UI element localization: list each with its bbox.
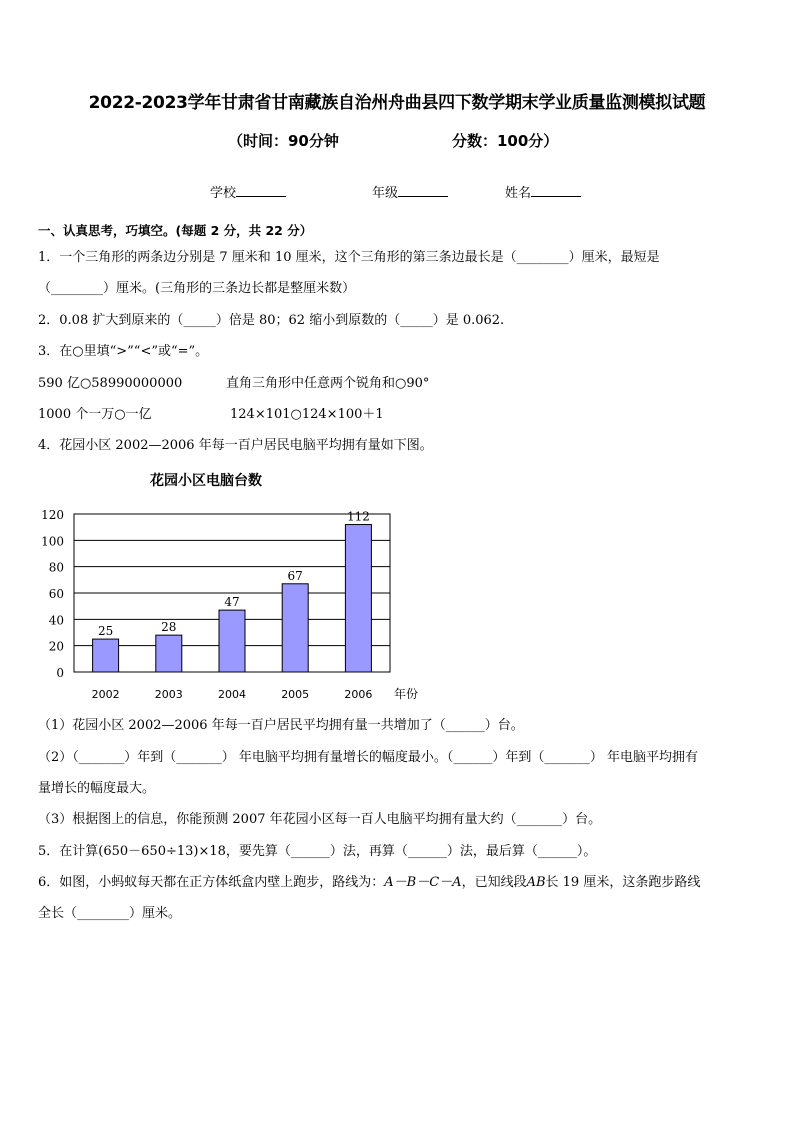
x-tick-label: 2004	[218, 688, 246, 701]
exam-time: （时间：90分钟	[228, 132, 339, 150]
section-heading: 一、认真思考，巧填空。(每题 2 分，共 22 分）	[38, 223, 313, 238]
data-label: 67	[287, 568, 303, 583]
q1-line1: 1．一个三角形的两条边分别是 7 厘米和 10 厘米，这个三角形的第三条边最长是（________）厘米，最短是	[38, 250, 660, 265]
q3-c: 1000 个一万○一亿	[38, 407, 152, 422]
chart-title: 花园小区电脑台数	[150, 473, 262, 489]
q6-line1	[38, 875, 700, 891]
q6-text-c: 长 19 厘米，这条跑步路线	[545, 875, 701, 890]
x-tick-label: 2006	[344, 688, 373, 701]
q6-text-a: 6．如图，小蚂蚁每天都在正方体纸盒内壁上跑步，路线为：	[38, 875, 385, 890]
name-label: 姓名	[505, 186, 532, 201]
q6-segment: AB	[526, 875, 546, 890]
y-tick-label: 120	[41, 508, 64, 522]
y-tick-label: 60	[48, 587, 64, 601]
q6-text-b: ，已知线段	[461, 875, 527, 890]
exam-score: 分数：100分）	[452, 132, 559, 150]
bar	[345, 525, 371, 672]
bar	[93, 639, 119, 672]
data-label: 28	[161, 620, 177, 635]
grade-label: 年级	[372, 186, 399, 201]
y-tick-label: 100	[41, 534, 64, 549]
q6-line2: 全长（________）厘米。	[38, 906, 182, 921]
q1-line2: （________）厘米。(三角形的三条边长都是整厘米数）	[38, 281, 356, 296]
bar	[219, 610, 245, 672]
y-tick-label: 20	[48, 639, 64, 654]
data-label: 47	[224, 595, 240, 610]
school-label: 学校	[210, 186, 237, 201]
q6-route: A－B－C－A	[384, 875, 462, 890]
q3-d: 124×101○124×100＋1	[230, 407, 384, 422]
x-tick-label: 2003	[154, 688, 183, 701]
x-tick-label: 2002	[91, 688, 120, 701]
q3-b: 直角三角形中任意两个锐角和○90°	[226, 376, 430, 391]
q4-3: （3）根据图上的信息，你能预测 2007 年花园小区每一百人电脑平均拥有量大约（_______）台。	[38, 812, 602, 827]
x-tick-label: 2005	[281, 688, 310, 701]
q3-a: 590 亿○58990000000	[38, 376, 183, 391]
bar	[156, 635, 182, 672]
y-tick-label: 80	[48, 560, 64, 575]
q4: 4．花园小区 2002—2006 年每一百户居民电脑平均拥有量如下图。	[38, 438, 433, 453]
q4-1: （1）花园小区 2002—2006 年每一百户居民平均拥有量一共增加了（______）台。	[38, 718, 524, 733]
data-label: 25	[97, 624, 114, 639]
q3: 3．在○里填“>”“<”或“=”。	[38, 344, 209, 359]
q5: 5．在计算(650－650÷13)×18，要先算（______）法，再算（______）法，最后算（______）。	[38, 844, 597, 859]
q4-2-line1: （2）（_______）年到（_______） 年电脑平均拥有量增长的幅度最小。（______）年到（_______） 年电脑平均拥有	[38, 750, 699, 765]
bar	[282, 584, 308, 672]
q4-2-line2: 量增长的幅度最大。	[38, 781, 156, 796]
y-tick-label: 40	[48, 613, 64, 628]
page-title: 2022-2023学年甘肃省甘南藏族自治州舟曲县四下数学期末学业质量监测模拟试题	[88, 93, 706, 113]
data-label: 112	[346, 509, 370, 524]
y-tick-label: 0	[56, 666, 64, 680]
x-axis-label: 年份	[394, 687, 419, 701]
q2: 2．0.08 扩大到原来的（_____）倍是 80；62 缩小到原数的（_____）是 0.062.	[38, 313, 505, 328]
